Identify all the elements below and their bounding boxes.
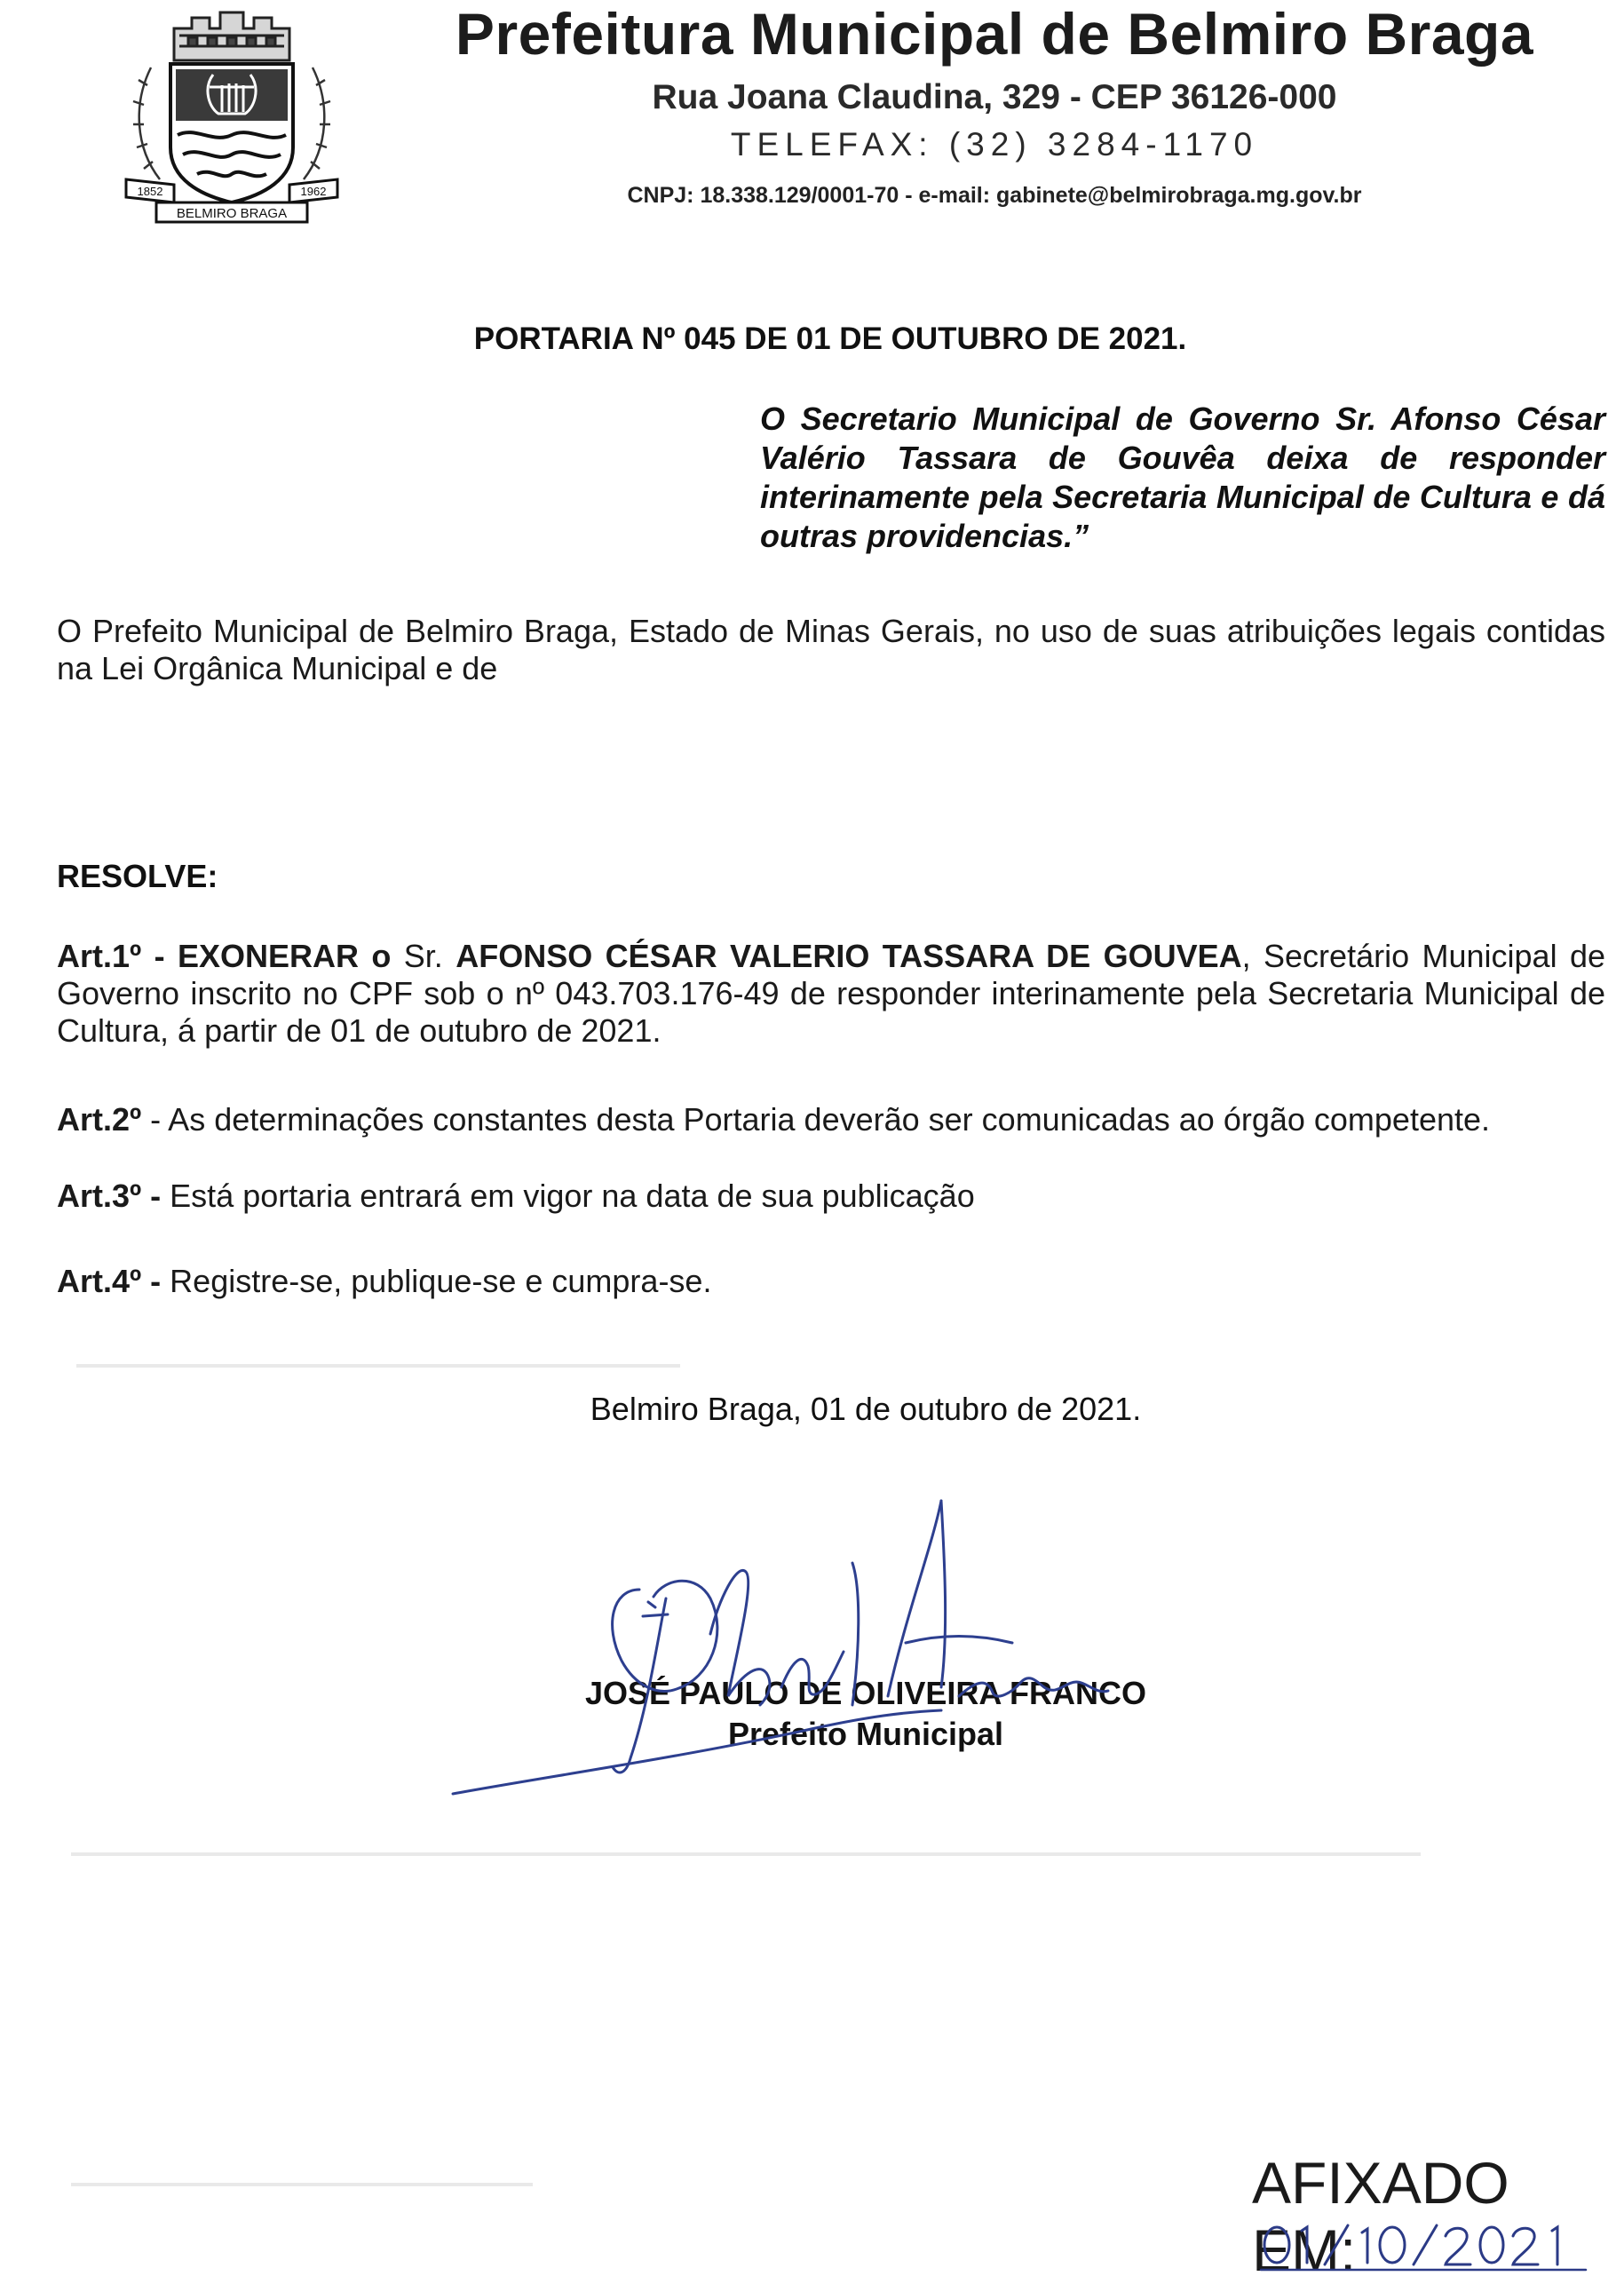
scan-artifact bbox=[71, 1852, 1421, 1856]
signatory-role: Prefeito Municipal bbox=[727, 1716, 1004, 1752]
article-3-text: Está portaria entrará em vigor na data de sua publicação bbox=[161, 1178, 975, 1214]
signatory-name: JOSÉ PAULO DE OLIVEIRA FRANCO bbox=[584, 1675, 1147, 1711]
scan-artifact bbox=[71, 2183, 533, 2186]
handwritten-afixado-date bbox=[1256, 2211, 1593, 2273]
article-3-label: Art.3º - bbox=[57, 1178, 162, 1214]
article-1-label: Art.1º - EXONERAR o bbox=[57, 938, 392, 974]
letterhead-phone: TELEFAX: (32) 3284-1170 bbox=[730, 126, 1259, 163]
document-ementa: O Secretario Municipal de Governo Sr. Afonso César Valério Tassara de Gouvêa deixa de responder interinamente pela Secretaria Municipal de Cultura e dá outras providencias.” bbox=[760, 400, 1605, 554]
crest-year-right: 1962 bbox=[300, 185, 327, 198]
letterhead-address: Rua Joana Claudina, 329 - CEP 36126-000 bbox=[652, 78, 1337, 116]
article-1-person-name: AFONSO CÉSAR VALERIO TASSARA DE GOUVEA bbox=[456, 938, 1242, 974]
article-3 bbox=[57, 1178, 1605, 1215]
article-1-text: , Secretário Municipal de Governo inscrito no CPF sob o nº 043.703.176-49 de responder interinamente pela Secretaria Municipal de Cultura, á partir de 01 de outubro de 2021. bbox=[57, 938, 1606, 1049]
document-date-line: Belmiro Braga, 01 de outubro de 2021. bbox=[590, 1391, 1142, 1427]
article-2 bbox=[57, 1101, 1605, 1138]
letterhead-contact: CNPJ: 18.338.129/0001-70 - e-mail: gabinete@belmirobraga.mg.gov.br bbox=[627, 183, 1362, 208]
article-4-text: Registre-se, publique-se e cumpra-se. bbox=[161, 1263, 712, 1299]
resolve-heading: RESOLVE: bbox=[57, 858, 218, 894]
crown-icon bbox=[174, 12, 289, 60]
document-title: PORTARIA Nº 045 DE 01 DE OUTUBRO DE 2021. bbox=[473, 321, 1187, 356]
municipal-coat-of-arms bbox=[121, 5, 343, 224]
article-4 bbox=[57, 1263, 1605, 1300]
preamble-paragraph: O Prefeito Municipal de Belmiro Braga, Estado de Minas Gerais, no uso de suas atribuições legais contidas na Lei Orgânica Municipal e de bbox=[57, 613, 1605, 686]
crest-year-left: 1852 bbox=[137, 185, 163, 198]
handwritten-signature bbox=[444, 1492, 1208, 1829]
letterhead-title: Prefeitura Municipal de Belmiro Braga bbox=[455, 1, 1534, 67]
afixado-stamp-label: AFIXADO EM: bbox=[1252, 2150, 1509, 2283]
article-1 bbox=[57, 938, 1605, 1050]
article-2-label: Art.2º bbox=[57, 1101, 142, 1138]
scan-artifact bbox=[76, 1364, 680, 1368]
shield-icon bbox=[170, 64, 293, 202]
article-1-title: Sr. bbox=[391, 938, 456, 974]
article-2-text: - As determinações constantes desta Portaria deverão ser comunicadas ao órgão competente. bbox=[141, 1101, 1491, 1138]
article-4-label: Art.4º - bbox=[57, 1263, 162, 1299]
crest-ribbon-text: BELMIRO BRAGA bbox=[176, 206, 288, 221]
